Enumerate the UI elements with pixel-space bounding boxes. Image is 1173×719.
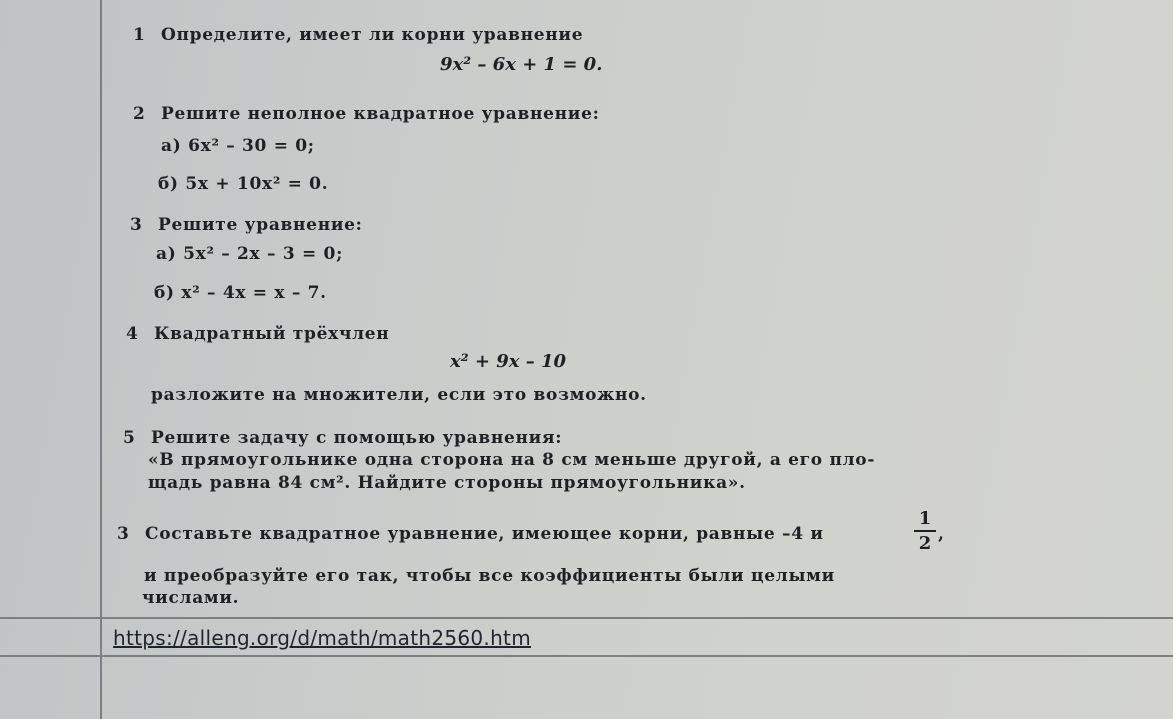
problem-2-part-a: а) 6x² – 30 = 0; bbox=[161, 136, 315, 156]
problem-number: 4 bbox=[126, 324, 139, 344]
problem-6-line3: числами. bbox=[142, 588, 240, 608]
problem-1-equation: 9x² – 6x + 1 = 0. bbox=[440, 54, 603, 75]
problem-number: 5 bbox=[123, 428, 136, 448]
footer-top-rule bbox=[0, 617, 1173, 619]
problem-4-equation: x² + 9x – 10 bbox=[450, 351, 567, 372]
fraction-denominator: 2 bbox=[918, 533, 932, 554]
fraction-one-half bbox=[914, 508, 936, 554]
problem-number: 1 bbox=[133, 25, 146, 45]
problem-text: Составьте квадратное уравнение, имеющее корни, равные –4 и bbox=[145, 524, 824, 544]
problem-4-text2: разложите на множители, если это возможно. bbox=[151, 385, 647, 405]
source-link[interactable]: https://alleng.org/d/math/math2560.htm bbox=[113, 626, 531, 650]
problem-6 bbox=[117, 524, 824, 544]
fraction-comma: , bbox=[938, 524, 945, 544]
problem-text: Решите задачу с помощью уравнения: bbox=[151, 428, 563, 448]
problem-3 bbox=[130, 215, 363, 235]
margin-line bbox=[100, 0, 102, 719]
problem-4 bbox=[126, 324, 389, 344]
problem-2-part-b: б) 5x + 10x² = 0. bbox=[158, 174, 329, 194]
fraction-bar bbox=[914, 530, 936, 532]
problem-text: Квадратный трёхчлен bbox=[154, 324, 390, 344]
problem-number: 3 bbox=[130, 215, 143, 235]
problem-text: Решите уравнение: bbox=[158, 215, 363, 235]
problem-3-part-a: а) 5x² – 2x – 3 = 0; bbox=[156, 244, 344, 264]
problem-text: Решите неполное квадратное уравнение: bbox=[161, 104, 600, 124]
problem-1 bbox=[133, 25, 583, 45]
problem-3-part-b: б) x² – 4x = x – 7. bbox=[154, 283, 327, 303]
problem-text: Определите, имеет ли корни уравнение bbox=[161, 25, 584, 45]
fraction-numerator: 1 bbox=[918, 508, 932, 529]
footer-bottom-rule bbox=[0, 655, 1173, 657]
problem-number: 2 bbox=[133, 104, 146, 124]
problem-5-line2: «В прямоугольнике одна сторона на 8 см меньше другой, а его пло- bbox=[148, 450, 876, 470]
problem-5-line3: щадь равна 84 см². Найдите стороны прямоугольника». bbox=[148, 473, 746, 493]
problem-6-line2: и преобразуйте его так, чтобы все коэффициенты были целыми bbox=[144, 566, 835, 586]
problem-number: 3 bbox=[117, 524, 130, 544]
problem-5 bbox=[123, 428, 562, 448]
problem-2 bbox=[133, 104, 600, 124]
